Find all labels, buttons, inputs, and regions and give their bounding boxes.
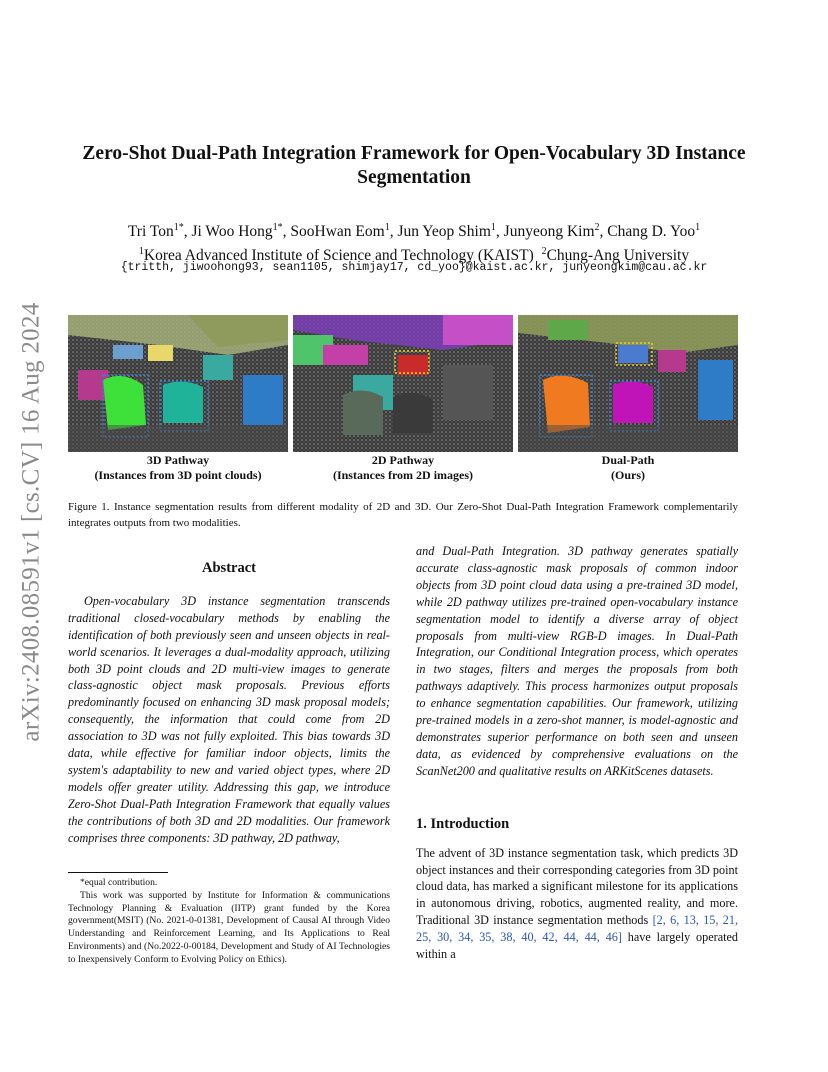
figure-panel-2d-pathway [293,315,513,452]
caption-3d-pathway [63,453,293,483]
arxiv-stamp-text: arXiv:2408.08591v1 [cs.CV] 16 Aug 2024 [18,302,45,742]
affiliation-2-sup: 2 [541,246,547,258]
paper-title [60,142,768,190]
affiliation-1-sup: 1 [138,246,144,258]
author-list [60,218,768,242]
caption-dual-subtitle: (Ours) [611,468,645,482]
point-cloud-render-dual [518,315,738,452]
caption-3d-title: 3D Pathway [146,453,210,467]
introduction-body: The advent of 3D instance segmentation task, which predicts 3D object instances and their corresponding categories from 3D point cloud data, has marked a significant milestone for its applications in autonomous driving, robotics, augmented reality, and more. Traditional 3D instance segmentation methods [416,845,738,928]
abstract-heading: Abstract [202,560,256,576]
author-3-sup: 1 [384,222,390,233]
footnote-rule [68,872,168,873]
left-column [68,540,390,847]
point-cloud-render-3d [68,315,288,452]
introduction-citations[interactable]: [2, 6, 13, 15, 21, 25, 30, 34, 35, 38, 40, 42, 44, 44, 46] [416,913,739,945]
figure-panel-captions [68,453,738,487]
author-5: , Junyeong Kim [495,223,595,241]
caption-2d-pathway [288,453,518,483]
author-1: Tri Ton [127,223,174,241]
arxiv-stamp [14,282,50,762]
abstract-text-left: Open-vocabulary 3D instance segmentation transcends traditional closed-vocabulary methods by enabling the identification of both previously seen and unseen objects in real-world scenarios. It leverages a dual-modality approach, utilizing both 3D point clouds and 2D multi-view images to generate class-agnostic object mask proposals. Previous efforts predominantly focused on enhancing 3D mask proposal models; consequently, the information that could come from 2D association to 3D was not fully exploited. This bias towards 3D data, while effective for familiar indoor objects, limits the system's adaptability to new and varied object types, where 2D models offer greater utility. Addressing this gap, we introduce Zero-Shot Dual-Path Integration Framework that equally values the contributions of both 3D and 2D modalities. Our framework comprises three components: 3D pathway, 2D pathway, [68,593,390,845]
introduction-tail: have largely operated within a [416,930,738,962]
abstract-text-right: and Dual-Path Integration. 3D pathway generates spatially accurate class-agnostic mask proposals of common indoor objects from 3D point cloud data using a pre-trained 3D model, while 2D pathway utilizes pre-trained open-vocabulary instance segmentation model to identify a diverse array of object proposals from multi-view RGB-D images. In Dual-Path Integration, our Conditional Integration process, which operates in two stages, filters and merges the proposals from both pathways adaptively. This process harmonizes output proposals to enhance segmentation capabilities. Our framework, utilizing pre-trained models in a zero-shot manner, is model-agnostic and demonstrates superior performance on both seen and unseen data, as evidenced by comprehensive evaluations on the ScanNet200 and qualitative results on ARKitScenes datasets. [416,544,738,778]
author-2: , Ji Woo Hong [183,223,273,241]
point-cloud-render-2d [293,315,513,452]
author-6: , Chang D. Yoo [599,223,696,241]
author-5-sup: 2 [594,222,600,233]
right-column [416,543,738,963]
author-3: , SooHwan Eom [282,223,385,241]
caption-dual-path [513,453,743,483]
figure-1 [68,315,738,455]
footnote-funding: This work was supported by Institute for Information & communications Technology Planning & Evaluation (IITP) grant funded by the Korea government(MSIT) (No. 2021-0-01381, Development of Causal AI through Video Understanding and Reinforcement Learning, and Its Applications to Real Environments) and (No.2022-0-00184, Development and Study of AI Technologies to Inexpensively Conform to Evolving Policy on Ethics). [68,889,390,965]
introduction-heading: 1. Introduction [416,815,510,832]
title-line-1: Zero-Shot Dual-Path Integration Framework for Open-Vocabulary 3D Instance [82,143,746,164]
footnotes [68,872,390,967]
title-line-2: Segmentation [357,167,471,188]
author-4: , Jun Yeop Shim [389,223,491,241]
author-2-sup: 1* [272,222,283,233]
author-6-sup: 1 [695,222,701,233]
footnote-equal-contribution: *equal contribution. [80,877,158,888]
figure-panel-3d-pathway [68,315,288,452]
affiliation-1: Korea Advanced Institute of Science and Technology (KAIST) [143,247,534,265]
caption-dual-title: Dual-Path [601,453,655,467]
figure-1-caption: Figure 1. Instance segmentation results from different modality of 2D and 3D. Our Zero-Shot Dual-Path Integration Framework complementarily integrates outputs from two modalities. [68,501,738,529]
author-emails: {tritth, jiwoohong93, sean1105, shimjay17, cd_yoo}@kaist.ac.kr, junyeongkim@cau.ac.kr [120,261,708,274]
figure-panel-dual-path [518,315,738,452]
author-block [60,218,768,266]
caption-2d-title: 2D Pathway [371,453,435,467]
caption-2d-subtitle: (Instances from 2D images) [332,468,474,482]
introduction-text [416,845,738,963]
author-1-sup: 1* [173,222,184,233]
caption-3d-subtitle: (Instances from 3D point clouds) [94,468,262,482]
affiliation-2: Chung-Ang University [546,247,690,265]
author-4-sup: 1 [490,222,496,233]
